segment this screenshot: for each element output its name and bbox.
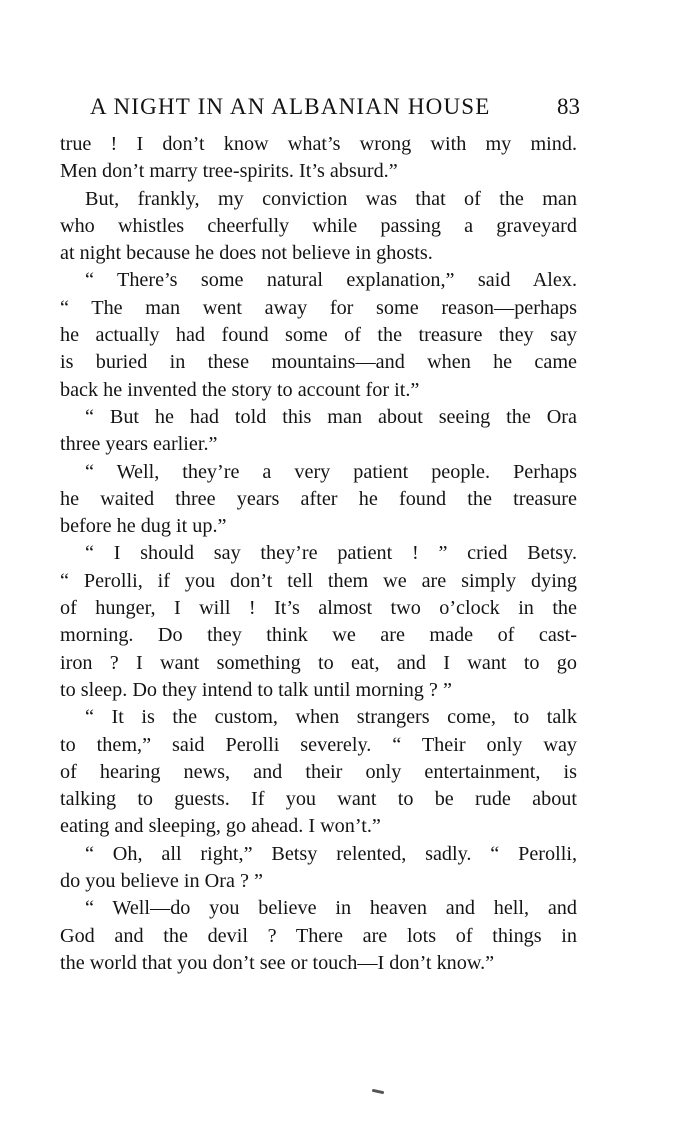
text-line: to sleep. Do they intend to talk until morning ? ” [60, 678, 452, 701]
text-line: three years earlier.” [60, 433, 218, 456]
page-number: 83 [557, 94, 580, 119]
text-line: “ I should say they’re patient ! ” cried Betsy. [85, 542, 577, 565]
text-line: he actually had found some of the treasure they say [60, 324, 577, 347]
text-line: talking to guests. If you want to be rude about [60, 788, 577, 811]
body-text [60, 131, 577, 977]
text-line: But, frankly, my conviction was that of the man [85, 187, 577, 210]
text-line: “ The man went away for some reason—perhaps [60, 296, 577, 319]
running-head-title: A NIGHT IN AN ALBANIAN HOUSE [90, 94, 491, 119]
text-line: of hearing news, and their only entertainment, is [60, 760, 577, 783]
text-line: “ Well, they’re a very patient people. Perhaps [85, 460, 577, 483]
printer-mark [372, 1089, 384, 1094]
text-line: he waited three years after he found the treasure [60, 487, 577, 510]
text-line: iron ? I want something to eat, and I want to go [60, 651, 577, 674]
text-line: “ Oh, all right,” Betsy relented, sadly. “ Perolli, [85, 842, 577, 865]
text-line: “ It is the custom, when strangers come, to talk [85, 706, 577, 729]
text-line: “ There’s some natural explanation,” said Alex. [85, 269, 577, 292]
text-line: is buried in these mountains—and when he came [60, 351, 577, 374]
running-head [60, 94, 580, 128]
text-line: who whistles cheerfully while passing a graveyard [60, 214, 577, 237]
text-line: before he dug it up.” [60, 515, 227, 538]
text-line: Men don’t marry tree-spirits. It’s absurd.” [60, 160, 398, 183]
text-line: do you believe in Ora ? ” [60, 870, 263, 893]
text-line: of hunger, I will ! It’s almost two o’clock in the [60, 597, 577, 620]
text-line: to them,” said Perolli severely. “ Their only way [60, 733, 577, 756]
text-line: true ! I don’t know what’s wrong with my mind. [60, 133, 577, 155]
text-line: God and the devil ? There are lots of things in [60, 924, 577, 947]
text-line: “ But he had told this man about seeing the Ora [85, 405, 577, 428]
text-line: morning. Do they think we are made of cast- [60, 624, 577, 647]
text-line: “ Well—do you believe in heaven and hell, and [85, 897, 577, 920]
text-line: “ Perolli, if you don’t tell them we are simply dying [60, 569, 577, 592]
text-line: eating and sleeping, go ahead. I won’t.” [60, 815, 381, 838]
text-line: back he invented the story to account for it.” [60, 378, 420, 401]
text-line: the world that you don’t see or touch—I don’t know.” [60, 951, 495, 974]
text-line: at night because he does not believe in ghosts. [60, 242, 433, 265]
